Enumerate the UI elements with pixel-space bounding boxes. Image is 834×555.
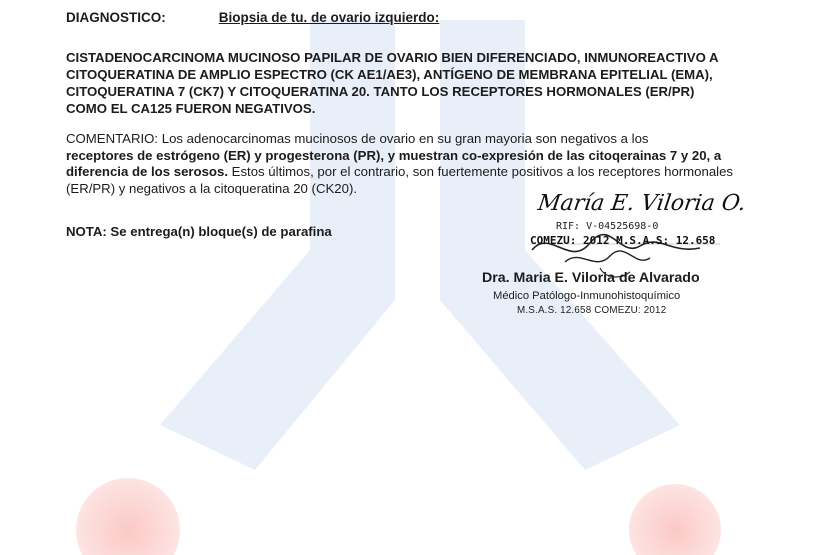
signature-block [470,188,770,328]
comment-text: Estos últimos, por el contrario, son fuertemente positivos a los receptores hormonales [231,164,734,179]
comment-line: (ER/PR) y negativos a la citoqueratina 20 (CK20). [66,180,357,196]
handwritten-name: María E. Viloria O. [536,191,748,216]
comment-line: receptores de estrógeno (ER) y progesterona (PR), y muestran co-expresión de las citoqerainas 7 y 20, a [66,147,722,163]
diagnosis-label: DIAGNOSTICO: [66,10,166,25]
note-text: NOTA: Se entrega(n) bloque(s) de parafina [66,224,332,239]
findings-line: CITOQUERATINA DE AMPLIO ESPECTRO (CK AE1/AE3), ANTÍGENO DE MEMBRANA EPITELIAL (EMA), [66,67,713,82]
findings-line: CISTADENOCARCINOMA MUCINOSO PAPILAR DE OVARIO BIEN DIFERENCIADO, INMUNOREACTIVO A [66,50,719,65]
comment-line [66,164,796,181]
doctor-registration: M.S.A.S. 12.658 COMEZU: 2012 [517,305,667,316]
comment-emphasis: diferencia de los serosos. [66,164,228,179]
findings-block [66,49,786,117]
comment-text: Los adenocarcinomas mucinosos de ovario en su gran mayoria son negativos a los [161,131,649,146]
comment-label: COMENTARIO: [66,131,159,146]
handwritten-comezu: COMEZU: 2012 M.S.A.S: 12.658 [530,234,716,247]
comment-line [66,131,796,148]
diagnosis-value: Biopsia de tu. de ovario izquierdo: [218,10,440,25]
findings-line: CITOQUERATINA 7 (CK7) Y CITOQUERATINA 20. TANTO LOS RECEPTORES HORMONALES (ER/PR) [66,84,695,99]
handwritten-rif: RIF: V-04525698-0 [556,221,659,232]
doctor-role: Médico Patólogo-Inmunohistoquímico [493,290,681,302]
findings-line: COMO EL CA125 FUERON NEGATIVOS. [66,101,316,116]
diagnosis-row [66,10,439,25]
doctor-name: Dra. Maria E. Viloria de Alvarado [482,270,700,286]
